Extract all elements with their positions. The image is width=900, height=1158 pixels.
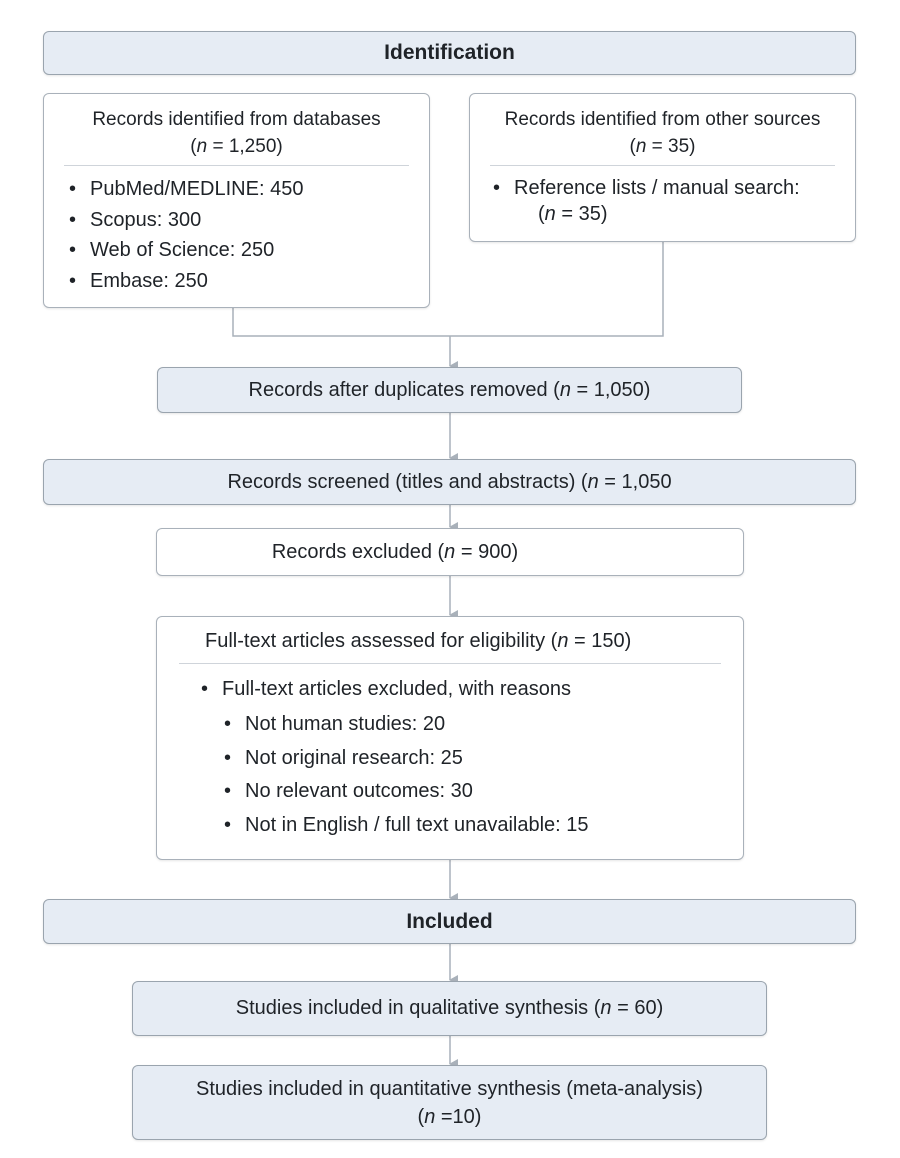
qualitative-synthesis-text: Studies included in qualitative synthesis (n = 60) xyxy=(235,997,664,1019)
database-item: • Web of Science: 250 xyxy=(66,235,429,266)
included-bar xyxy=(43,899,856,944)
databases-count: (n = 1,250) xyxy=(190,136,283,157)
records-excluded-box xyxy=(156,528,744,576)
databases-divider xyxy=(64,165,409,166)
other-sources-count: (n = 35) xyxy=(629,136,696,157)
identification-bar xyxy=(43,31,856,75)
records-screened-box xyxy=(43,459,856,505)
other-sources-list xyxy=(470,174,855,226)
other-sources-title: Records identified from other sources (n = 35) xyxy=(470,106,855,160)
fulltext-excluded-heading: • Full-text articles excluded, with reasons xyxy=(198,674,743,704)
other-sources-box xyxy=(469,93,856,242)
exclusion-reason: • Not in English / full text unavailable: 15 xyxy=(221,809,743,843)
quantitative-synthesis-text: Studies included in quantitative synthesis (meta-analysis) xyxy=(196,1077,703,1100)
qualitative-synthesis-box xyxy=(132,981,767,1036)
duplicates-removed-text: Records after duplicates removed (n = 1,050) xyxy=(248,378,651,401)
databases-title: Records identified from databases (n = 1,250) xyxy=(44,106,429,160)
database-item: • PubMed/MEDLINE: 450 xyxy=(66,174,429,205)
identification-label: Identification xyxy=(384,41,515,64)
exclusion-reasons-list xyxy=(157,708,743,842)
records-screened-text: Records screened (titles and abstracts) (n = 1,050 xyxy=(227,470,672,493)
exclusion-reason: • No relevant outcomes: 30 xyxy=(221,775,743,809)
fulltext-box xyxy=(156,616,744,860)
database-item: • Embase: 250 xyxy=(66,266,429,297)
databases-list xyxy=(44,174,429,296)
fulltext-divider xyxy=(179,663,721,664)
records-excluded-text: Records excluded (n = 900) xyxy=(271,540,519,563)
fulltext-title: Full-text articles assessed for eligibility (n = 150) xyxy=(205,630,632,652)
exclusion-reason: • Not original research: 25 xyxy=(221,742,743,776)
exclusion-reason: • Not human studies: 20 xyxy=(221,708,743,742)
quantitative-synthesis-box xyxy=(132,1065,767,1140)
database-item: • Scopus: 300 xyxy=(66,205,429,236)
duplicates-removed-box xyxy=(157,367,742,413)
included-label: Included xyxy=(406,909,493,933)
quantitative-synthesis-count: (n =10) xyxy=(417,1105,482,1128)
other-sources-divider xyxy=(490,165,835,166)
fulltext-heading-list xyxy=(157,674,743,704)
other-source-item: • Reference lists / manual search: xyxy=(490,174,855,202)
databases-box xyxy=(43,93,430,308)
other-source-item-count: (n = 35) xyxy=(538,203,608,225)
